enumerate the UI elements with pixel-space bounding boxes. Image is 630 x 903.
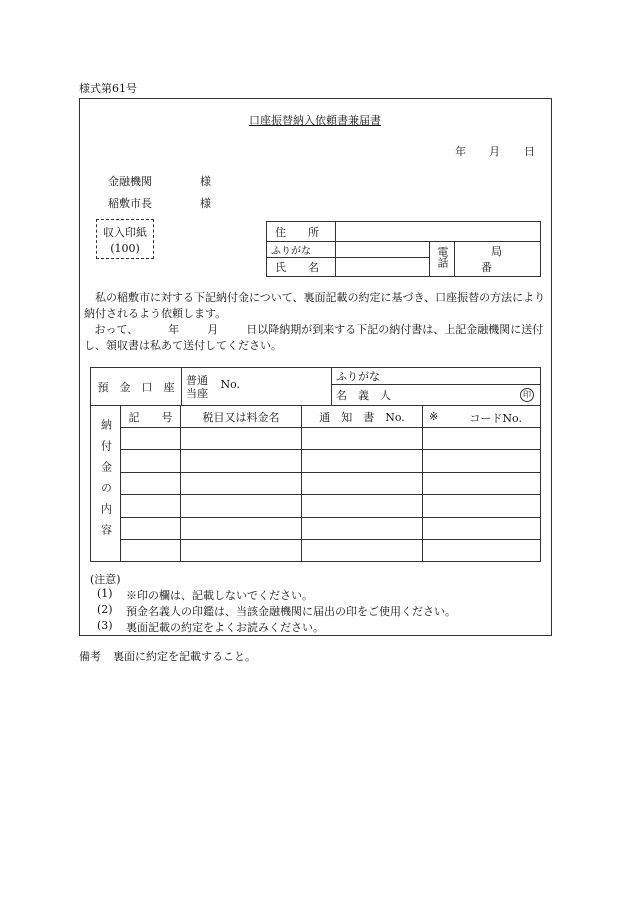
row-cell[interactable]: [302, 450, 423, 473]
row-cell[interactable]: [181, 450, 302, 473]
revenue-stamp-box: [96, 219, 154, 259]
row-cell[interactable]: [121, 518, 181, 540]
account-type-ordinary: 普通: [186, 373, 208, 387]
row-cell[interactable]: [121, 540, 181, 562]
row-cell[interactable]: [181, 473, 302, 495]
row-cell[interactable]: [423, 518, 541, 540]
address-label: 住 所: [267, 222, 336, 242]
applicant-table: [266, 221, 541, 277]
row-cell[interactable]: [423, 450, 541, 473]
payment-table: [90, 405, 541, 562]
row-cell[interactable]: [423, 540, 541, 562]
phone-field[interactable]: [455, 242, 541, 277]
stamp-amount: (100): [110, 242, 140, 255]
phone-number-label: 番: [481, 261, 492, 274]
account-type-current: 当座: [186, 386, 208, 400]
name-label: 氏 名: [267, 258, 336, 277]
note-2-num: (2): [97, 603, 113, 616]
addressee-bank-honorific: 様: [200, 175, 211, 188]
note-3-num: (3): [97, 619, 113, 632]
header-notice-no: 通 知 書 No.: [302, 406, 423, 428]
row-cell[interactable]: [181, 428, 302, 450]
row-cell[interactable]: [181, 540, 302, 562]
body-paragraph-2: [84, 322, 548, 354]
header-code-no: [423, 406, 541, 428]
row-cell[interactable]: [423, 428, 541, 450]
seal-icon: 印: [520, 388, 534, 402]
notes-heading: (注意): [90, 573, 121, 586]
account-type-cell[interactable]: [182, 368, 332, 406]
account-no-label: No.: [220, 377, 241, 391]
p2-month: 月: [207, 323, 219, 336]
date-day: 日: [524, 145, 535, 158]
header-tax-item: 税目又は料金名: [181, 406, 302, 428]
row-cell[interactable]: [302, 428, 423, 450]
header-code: 記 号: [121, 406, 181, 428]
row-cell[interactable]: [302, 540, 423, 562]
row-cell[interactable]: [423, 473, 541, 495]
row-cell[interactable]: [302, 518, 423, 540]
address-field[interactable]: [336, 222, 541, 242]
account-label: 預 金 口 座: [91, 368, 182, 406]
furigana-field[interactable]: [336, 242, 430, 258]
row-cell[interactable]: [121, 450, 181, 473]
form-number: 様式第61号: [79, 82, 137, 95]
payment-side-label: [91, 406, 121, 562]
note-3-text: 裏面記載の約定をよくお読みください。: [126, 621, 324, 634]
holder-furigana: ふりがな: [332, 368, 541, 385]
note-1-text: ※印の欄は、記載しないでください。: [126, 589, 313, 602]
stamp-label: 収入印紙: [103, 226, 147, 239]
row-cell[interactable]: [121, 495, 181, 518]
holder-label: 名 義 人: [336, 389, 391, 402]
furigana-label: ふりがな: [267, 242, 336, 258]
date-year: 年: [455, 145, 466, 158]
header-mark: ※: [429, 410, 439, 423]
note-2-text: 預金名義人の印鑑は、当該金融機関に届出の印をご使用ください。: [126, 605, 456, 618]
row-cell[interactable]: [121, 473, 181, 495]
remark-label: 備考: [79, 650, 101, 663]
row-cell[interactable]: [181, 518, 302, 540]
row-cell[interactable]: [302, 473, 423, 495]
addressee-mayor-honorific: 様: [200, 197, 211, 210]
header-code-no-label: コードNo.: [469, 412, 522, 425]
form-title: 口座振替納入依頼書兼届書: [249, 114, 381, 127]
note-1-num: (1): [97, 587, 113, 600]
phone-label: [430, 242, 455, 277]
addressee-bank: 金融機関: [108, 175, 152, 188]
phone-exchange: 局: [491, 245, 502, 258]
date-month: 月: [489, 145, 500, 158]
p2-rest: 日以降納期が到来する下記の納付書は、上記金融機関に送付し、領収書は私あて送付してください。: [84, 323, 544, 352]
row-cell[interactable]: [121, 428, 181, 450]
p2-year: 年: [168, 323, 180, 336]
remark-text: 裏面に約定を記載すること。: [113, 650, 256, 663]
holder-name-cell[interactable]: [332, 385, 541, 406]
phone-label-text: 電話: [436, 246, 449, 268]
body-paragraph-1: 私の稲敷市に対する下記納付金について、裏面記載の約定に基づき、口座振替の方法により納付されるよう依頼します。: [84, 291, 546, 320]
p2-start: おって、: [94, 323, 139, 336]
row-cell[interactable]: [302, 495, 423, 518]
row-cell[interactable]: [181, 495, 302, 518]
payment-side-text: 納付金の内容: [99, 419, 113, 545]
addressee-mayor: 稲敷市長: [108, 197, 152, 210]
account-table: [90, 367, 541, 406]
name-field[interactable]: [336, 258, 430, 277]
row-cell[interactable]: [423, 495, 541, 518]
